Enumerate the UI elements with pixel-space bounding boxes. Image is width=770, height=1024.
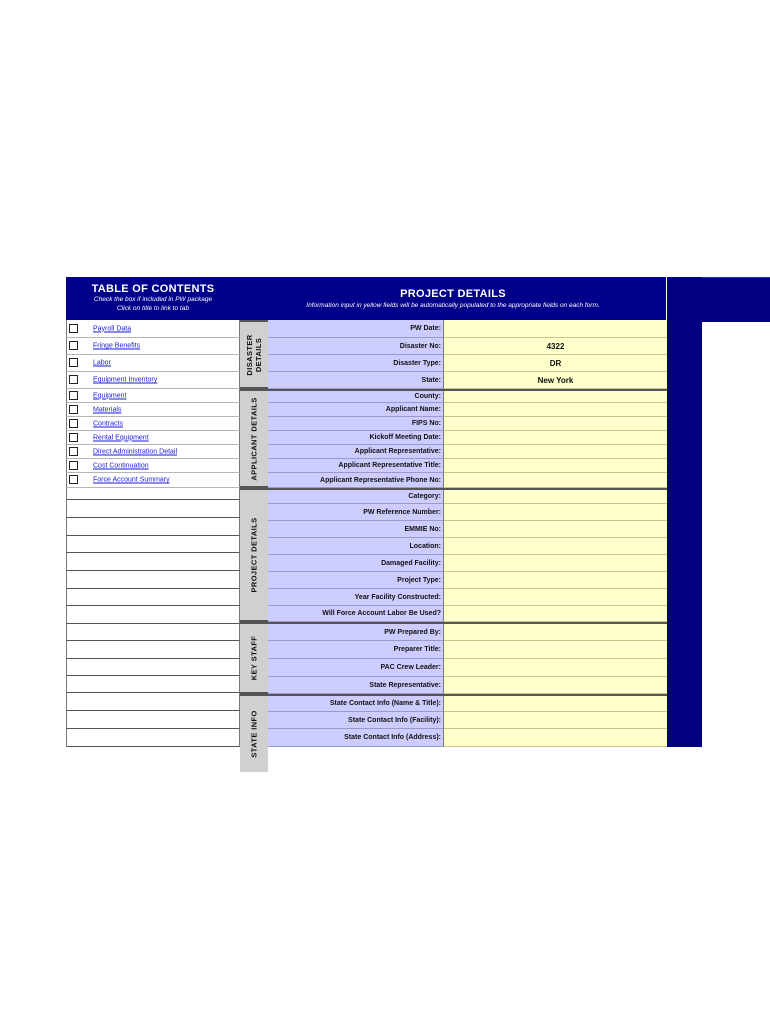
field-row-county (268, 389, 667, 403)
applicant-representative-title-input[interactable] (444, 459, 667, 473)
toc-checkbox[interactable] (69, 324, 78, 333)
field-label: PAC Crew Leader: (268, 659, 444, 677)
section-disaster-label-line2: DETAILS (254, 337, 263, 372)
field-row-state (268, 372, 667, 389)
force-account-labor-input[interactable] (444, 606, 667, 622)
toc-item-fringe-benefits[interactable] (66, 338, 240, 355)
field-label: Year Facility Constructed: (268, 589, 444, 606)
project-type-input[interactable] (444, 572, 667, 589)
field-row-applicant-representative-title (268, 459, 667, 473)
disaster-no-input[interactable]: 4322 (444, 338, 667, 355)
state-representative-input[interactable] (444, 677, 667, 694)
field-row-applicant-representative (268, 445, 667, 459)
section-project-details (240, 488, 268, 622)
toc-item-equipment-inventory[interactable] (66, 372, 240, 389)
county-input[interactable] (444, 391, 667, 403)
section-applicant-label: APPLICANT DETAILS (249, 396, 259, 481)
toc-link-labor[interactable]: Labor (93, 359, 111, 367)
field-label: PW Date: (268, 320, 444, 338)
field-label: County: (268, 391, 444, 403)
toc-checkbox[interactable] (69, 433, 78, 442)
field-label: Disaster No: (268, 338, 444, 355)
state-contact-name-input[interactable] (444, 696, 667, 712)
toc-link-direct-administration-detail[interactable]: Direct Administration Detail (93, 448, 178, 455)
toc-link-fringe-benefits[interactable]: Fringe Benefits (93, 342, 141, 350)
pw-date-input[interactable] (444, 320, 667, 338)
field-label: FIPS No: (268, 417, 444, 431)
field-row-location (268, 538, 667, 555)
pac-crew-leader-input[interactable] (444, 659, 667, 677)
toc-empty-row[interactable] (66, 589, 240, 606)
location-input[interactable] (444, 538, 667, 555)
toc-link-cost-continuation[interactable]: Cost Continuation (93, 462, 149, 469)
field-label: State: (268, 372, 444, 389)
toc-item-materials[interactable] (66, 403, 240, 417)
toc-empty-row[interactable] (66, 676, 240, 693)
toc-link-materials[interactable]: Materials (93, 406, 122, 413)
toc-subtitle-line1: Check the box if included in PW package (93, 296, 213, 303)
state-contact-address-input[interactable] (444, 729, 667, 747)
damaged-facility-input[interactable] (444, 555, 667, 572)
field-row-kickoff-meeting-date (268, 431, 667, 445)
toc-empty-row[interactable] (66, 659, 240, 676)
toc-checkbox[interactable] (69, 375, 78, 384)
year-facility-constructed-input[interactable] (444, 589, 667, 606)
state-input[interactable]: New York (444, 372, 667, 389)
toc-empty-row[interactable] (66, 500, 240, 518)
toc-title: TABLE OF CONTENTS (91, 283, 215, 295)
emmie-no-input[interactable] (444, 521, 667, 538)
field-label: PW Reference Number: (268, 504, 444, 521)
toc-link-equipment-inventory[interactable]: Equipment Inventory (93, 376, 158, 384)
category-input[interactable] (444, 490, 667, 504)
toc-item-labor[interactable] (66, 355, 240, 372)
toc-item-payroll-data[interactable] (66, 320, 240, 338)
preparer-title-input[interactable] (444, 641, 667, 659)
field-row-disaster-no (268, 338, 667, 355)
field-label: Location: (268, 538, 444, 555)
toc-checkbox[interactable] (69, 475, 78, 484)
field-label: Disaster Type: (268, 355, 444, 372)
toc-item-equipment[interactable] (66, 389, 240, 403)
field-label: PW Prepared By: (268, 624, 444, 641)
field-row-preparer-title (268, 641, 667, 659)
toc-link-force-account-summary[interactable]: Force Account Summary (93, 476, 170, 484)
field-row-year-facility-constructed (268, 589, 667, 606)
toc-empty-row[interactable] (66, 729, 240, 747)
toc-checkbox[interactable] (69, 405, 78, 414)
fips-no-input[interactable] (444, 417, 667, 431)
kickoff-meeting-date-input[interactable] (444, 431, 667, 445)
right-margin-column (667, 277, 702, 747)
pw-prepared-by-input[interactable] (444, 624, 667, 641)
field-label: Damaged Facility: (268, 555, 444, 572)
field-label: State Contact Info (Address): (268, 729, 444, 747)
field-label: State Contact Info (Name & Title): (268, 696, 444, 712)
project-details-title: PROJECT DETAILS (400, 288, 506, 300)
field-row-pw-date (268, 320, 667, 338)
field-row-fips-no (268, 417, 667, 431)
section-disaster-label (245, 334, 263, 375)
field-row-force-account-labor (268, 606, 667, 622)
project-details-header (240, 277, 666, 320)
toc-checkbox[interactable] (69, 461, 78, 470)
toc-checkbox[interactable] (69, 391, 78, 400)
field-label: Category: (268, 490, 444, 504)
pw-reference-number-input[interactable] (444, 504, 667, 521)
section-disaster-details (240, 320, 268, 389)
field-row-state-contact-address (268, 729, 667, 747)
state-contact-facility-input[interactable] (444, 712, 667, 729)
field-label: Kickoff Meeting Date: (268, 431, 444, 445)
toc-empty-row[interactable] (66, 536, 240, 553)
field-label: EMMIE No: (268, 521, 444, 538)
field-row-emmie-no (268, 521, 667, 538)
field-row-state-representative (268, 677, 667, 694)
field-label: State Representative: (268, 677, 444, 694)
toc-link-equipment[interactable]: Equipment (93, 392, 127, 399)
toc-empty-row[interactable] (66, 606, 240, 624)
section-project-label: PROJECT DETAILS (249, 517, 259, 593)
section-state-info (240, 694, 268, 772)
toc-empty-row[interactable] (66, 624, 240, 641)
disaster-type-input[interactable]: DR (444, 355, 667, 372)
toc-empty-row[interactable] (66, 553, 240, 571)
section-disaster-label-line1: DISASTER (245, 333, 254, 376)
field-row-state-contact-name (268, 694, 667, 712)
applicant-representative-input[interactable] (444, 445, 667, 459)
project-details-subtitle: Information input in yellow fields will be automatically populated to the appropriate fields on each form. (306, 302, 600, 309)
toc-empty-row[interactable] (66, 711, 240, 729)
toc-link-rental-equipment[interactable]: Rental Equipment (93, 434, 149, 441)
toc-item-contracts[interactable] (66, 417, 240, 431)
toc-header (66, 277, 240, 320)
field-row-pw-prepared-by (268, 622, 667, 641)
field-label: Applicant Representative: (268, 445, 444, 459)
toc-empty-row[interactable] (66, 571, 240, 589)
section-key-staff (240, 622, 268, 694)
applicant-representative-phone-input[interactable] (444, 473, 667, 488)
toc-checkbox[interactable] (69, 419, 78, 428)
section-applicant-details (240, 389, 268, 488)
field-row-applicant-name (268, 403, 667, 417)
field-label: Preparer Title: (268, 641, 444, 659)
field-row-category (268, 488, 667, 504)
field-label: Applicant Name: (268, 403, 444, 417)
toc-link-payroll-data[interactable]: Payroll Data (93, 325, 132, 332)
toc-item-direct-administration-detail[interactable] (66, 445, 240, 459)
field-row-applicant-representative-phone (268, 473, 667, 488)
field-label: Project Type: (268, 572, 444, 589)
toc-checkbox[interactable] (69, 447, 78, 456)
section-state-info-label: STATE INFO (249, 710, 259, 758)
field-label: Applicant Representative Phone No: (268, 473, 444, 488)
field-row-project-type (268, 572, 667, 589)
field-row-pw-reference-number (268, 504, 667, 521)
toc-empty-row[interactable] (66, 693, 240, 711)
toc-item-cost-continuation[interactable] (66, 459, 240, 473)
field-row-damaged-facility (268, 555, 667, 572)
toc-checkbox[interactable] (69, 341, 78, 350)
toc-checkbox[interactable] (69, 358, 78, 367)
toc-item-rental-equipment[interactable] (66, 431, 240, 445)
section-key-staff-label: KEY STAFF (249, 635, 259, 681)
field-row-disaster-type (268, 355, 667, 372)
field-label: Applicant Representative Title: (268, 459, 444, 473)
toc-link-contracts[interactable]: Contracts (93, 420, 123, 427)
field-row-pac-crew-leader (268, 659, 667, 677)
project-details-sheet (66, 277, 770, 758)
right-header-band (702, 277, 770, 322)
applicant-name-input[interactable] (444, 403, 667, 417)
toc-empty-row[interactable] (66, 488, 240, 500)
field-label: State Contact Info (Facility): (268, 712, 444, 729)
toc-item-force-account-summary[interactable] (66, 473, 240, 488)
toc-empty-row[interactable] (66, 518, 240, 536)
field-label: Will Force Account Labor Be Used? (268, 606, 444, 622)
toc-empty-row[interactable] (66, 641, 240, 659)
field-row-state-contact-facility (268, 712, 667, 729)
toc-subtitle-line2: Click on title to link to tab (117, 305, 189, 312)
